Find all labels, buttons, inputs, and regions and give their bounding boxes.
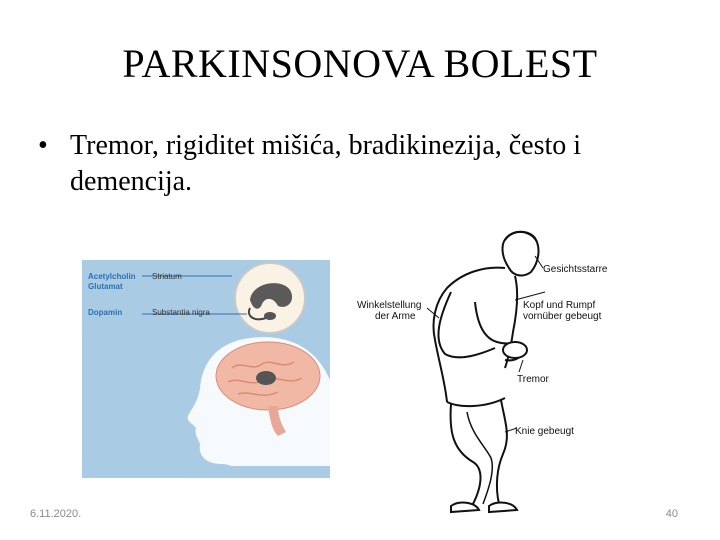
substantia-nigra-dot [264,312,276,320]
page-number: 40 [665,508,678,520]
brain-highlight [256,371,276,385]
label-substantia-nigra: Substantia nigra [152,308,210,317]
label-kopf-rumpf: Kopf und Rumpf [523,300,596,311]
bullet-text: Tremor, rigiditet mišića, bradikinezija, često i demencija. [70,130,582,197]
label-gesichtsstarre: Gesichtsstarre [543,264,608,275]
label-der-arme: der Arme [375,311,416,322]
bullet-marker: • [38,130,48,161]
footer-date: 6.11.2020. [30,508,82,520]
label-winkelstellung: Winkelstellung [357,300,422,311]
label-vornueber: vornüber gebeugt [523,311,602,322]
brain-illustration [82,260,330,478]
label-striatum: Striatum [152,272,182,281]
brain-diagram [82,260,330,478]
label-tremor: Tremor [517,374,549,385]
label-dopamin: Dopamin [88,308,123,317]
label-knie-gebeugt: Knie gebeugt [515,426,574,437]
patient-figure [355,222,630,522]
label-glutamat: Glutamat [88,282,123,291]
slide-title: PARKINSONOVA BOLEST [122,41,598,86]
label-acetylcholin: Acetylcholin [88,272,136,281]
